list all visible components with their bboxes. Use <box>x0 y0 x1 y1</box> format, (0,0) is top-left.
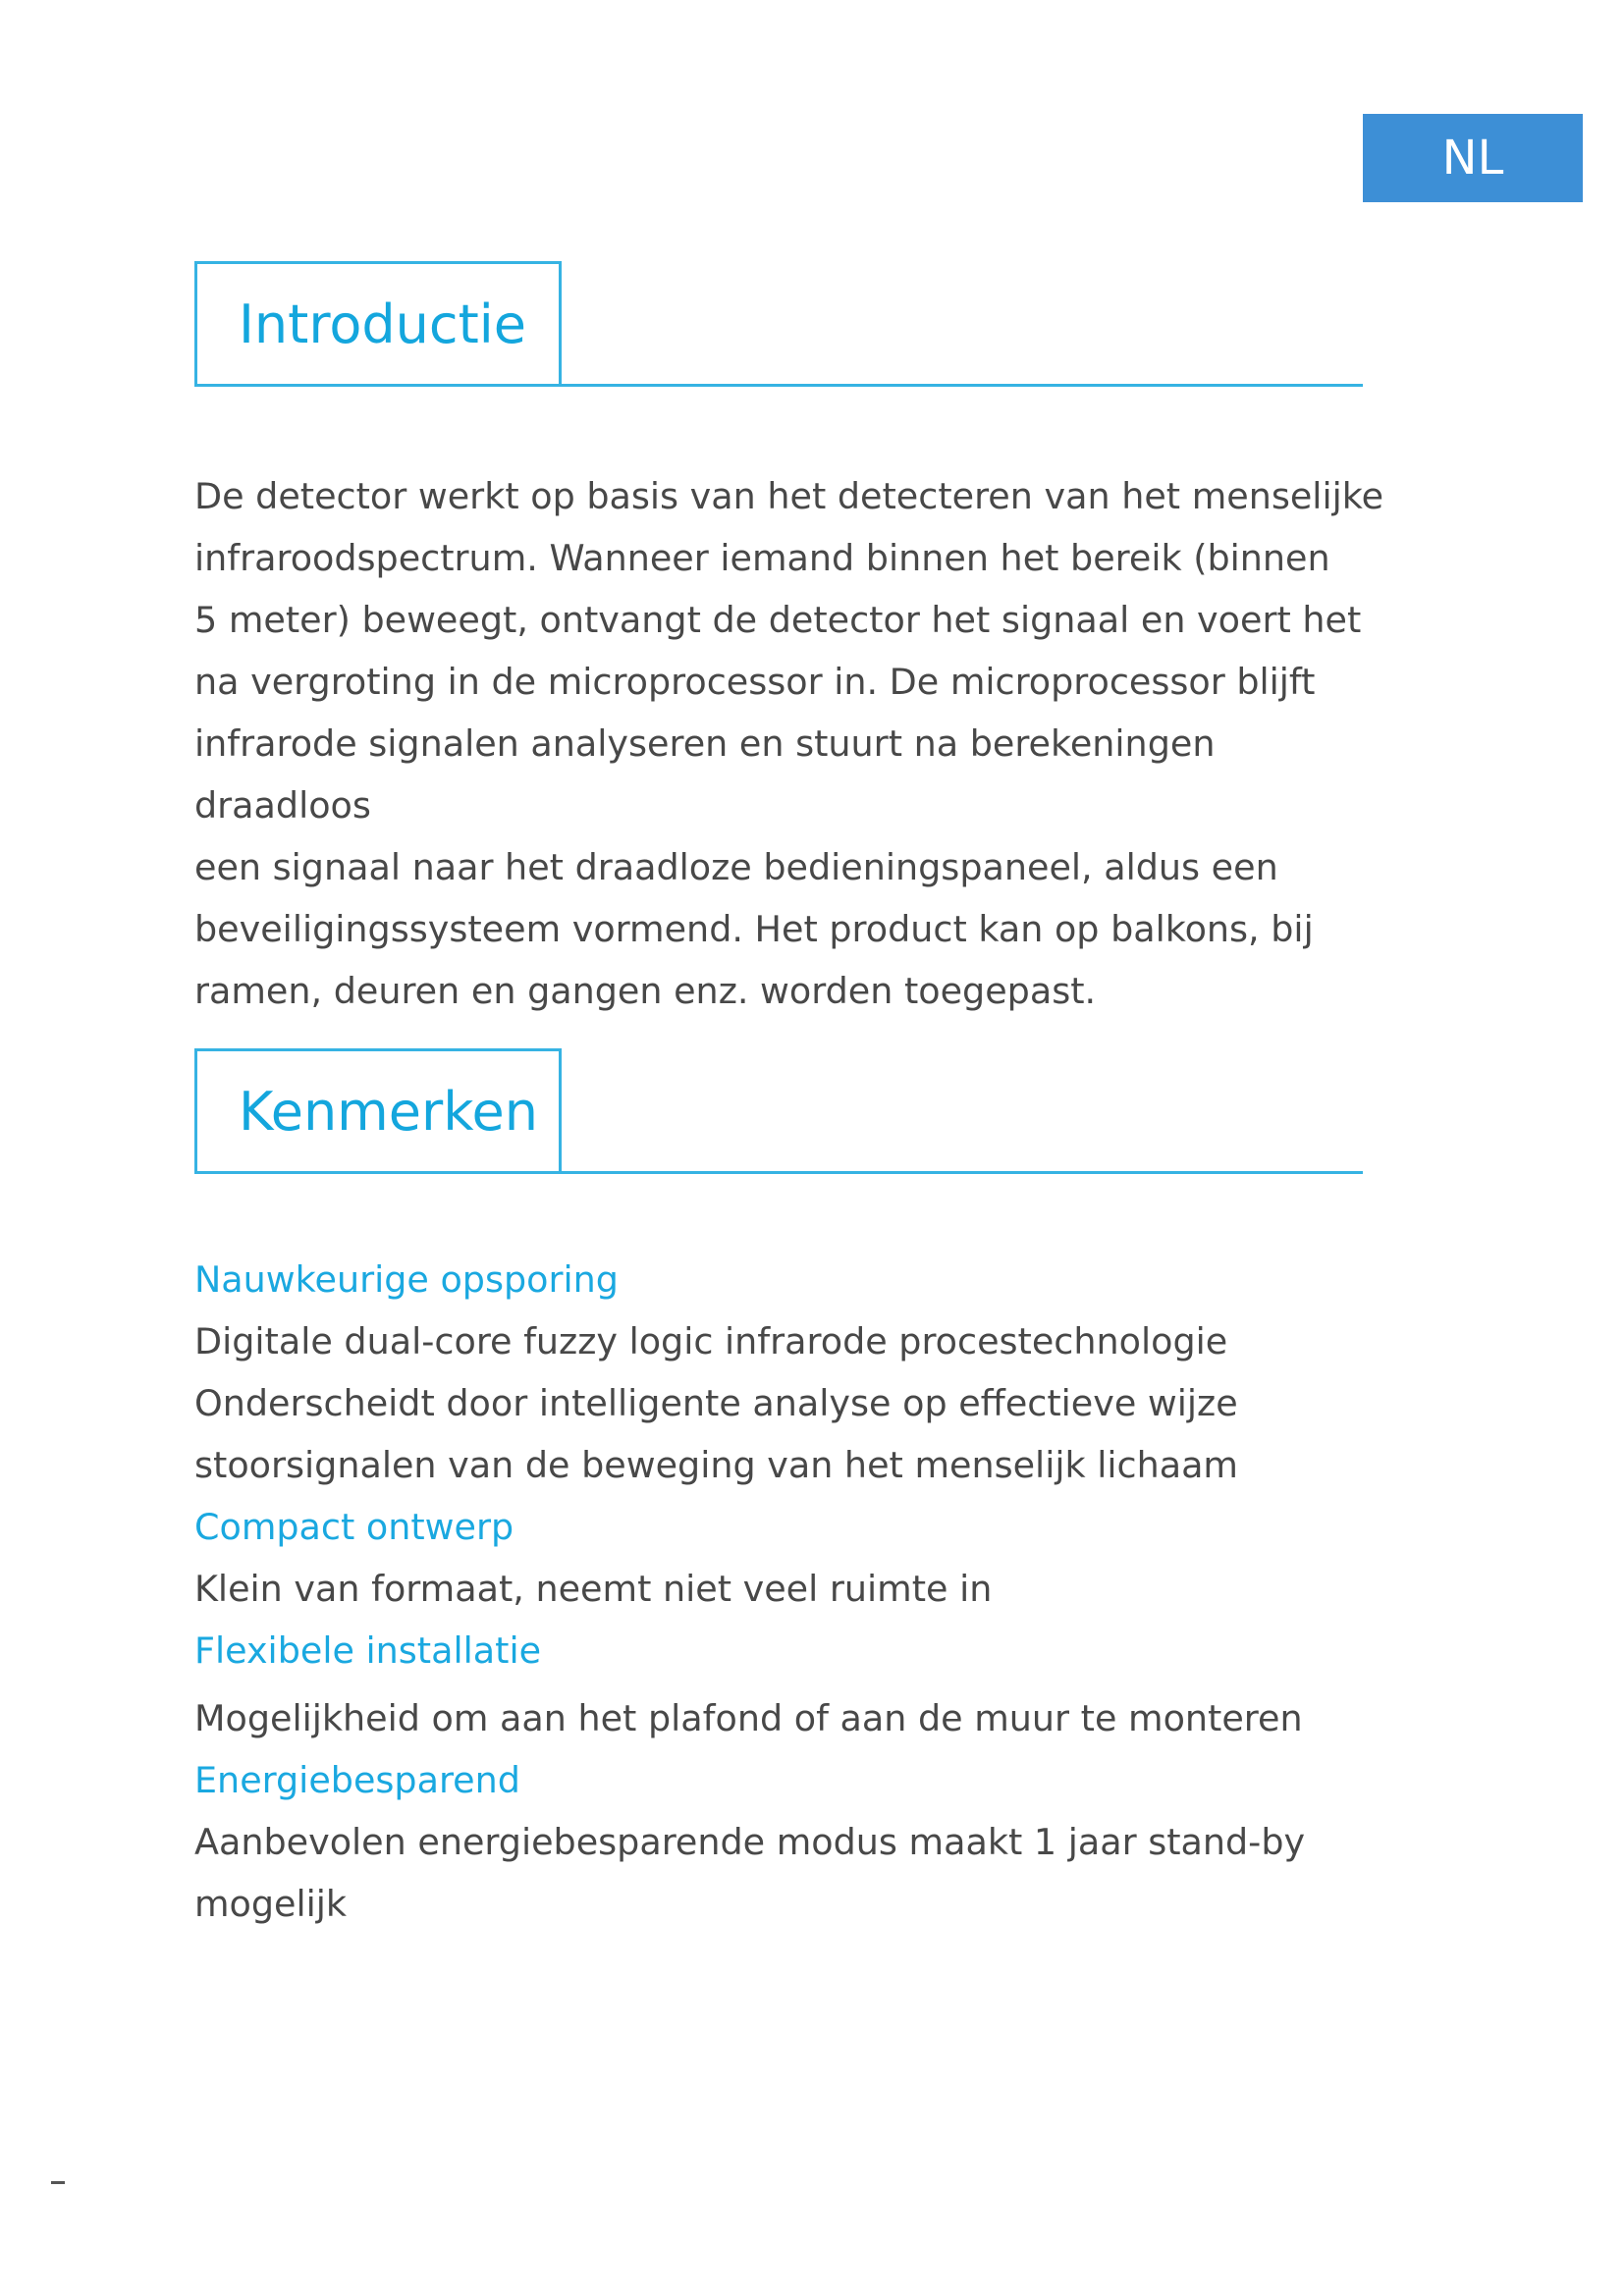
feature-line: Mogelijkheid om aan het plafond of aan de muur te monteren <box>194 1697 1303 1739</box>
feature-description <box>194 1687 1392 1749</box>
section-divider <box>560 384 1363 387</box>
intro-line: na vergroting in de microprocessor in. De microprocessor blijft <box>194 661 1316 703</box>
feature-line: Digitale dual-core fuzzy logic infrarode procestechnologie <box>194 1320 1228 1362</box>
section-divider <box>560 1171 1363 1174</box>
feature-description <box>194 1558 1392 1620</box>
intro-line: De detector werkt op basis van het detecteren van het menselijke <box>194 475 1384 517</box>
section-title-intro: Introductie <box>194 261 562 387</box>
feature-line: mogelijk <box>194 1883 348 1925</box>
intro-line: ramen, deuren en gangen enz. worden toegepast. <box>194 970 1097 1012</box>
feature-line: stoorsignalen van de beweging van het menselijk lichaam <box>194 1444 1238 1486</box>
feature-item <box>194 1496 1392 1620</box>
feature-line: Klein van formaat, neemt niet veel ruimte in <box>194 1568 993 1610</box>
feature-description <box>194 1310 1392 1496</box>
feature-title: Nauwkeurige opsporing <box>194 1258 619 1301</box>
intro-paragraph <box>194 465 1392 1022</box>
feature-item <box>194 1620 1392 1749</box>
feature-title: Compact ontwerp <box>194 1506 514 1548</box>
feature-title: Energiebesparend <box>194 1759 520 1801</box>
features-list <box>194 1249 1392 1935</box>
feature-item <box>194 1249 1392 1496</box>
feature-line: Onderscheidt door intelligente analyse op effectieve wijze <box>194 1382 1238 1424</box>
intro-line: infraroodspectrum. Wanneer iemand binnen het bereik (binnen <box>194 537 1330 579</box>
intro-line: infrarode signalen analyseren en stuurt na berekeningen draadloos <box>194 722 1216 827</box>
intro-line: een signaal naar het draadloze bedieningspaneel, aldus een <box>194 846 1278 888</box>
feature-description <box>194 1811 1392 1935</box>
intro-line: 5 meter) beweegt, ontvangt de detector het signaal en voert het <box>194 599 1362 641</box>
section-title-features: Kenmerken <box>194 1048 562 1174</box>
feature-item <box>194 1749 1392 1935</box>
feature-line: Aanbevolen energiebesparende modus maakt 1 jaar stand-by <box>194 1821 1306 1863</box>
intro-line: beveiligingssysteem vormend. Het product kan op balkons, bij <box>194 908 1314 950</box>
page-mark <box>51 2181 65 2184</box>
language-tab: NL <box>1363 114 1583 202</box>
section-header-features <box>194 1048 1363 1176</box>
feature-title: Flexibele installatie <box>194 1629 542 1672</box>
section-header-intro <box>194 261 1363 389</box>
